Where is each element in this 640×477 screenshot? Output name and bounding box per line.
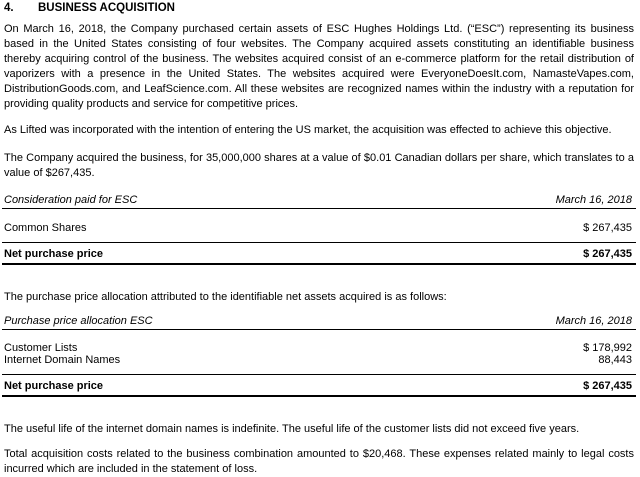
consideration-row-common-shares [4, 221, 634, 236]
consideration-total-value: $ 267,435 [583, 248, 632, 260]
consideration-row-value: $ 267,435 [583, 222, 632, 234]
consideration-table-header [4, 193, 634, 208]
allocation-total-label: Net purchase price [4, 380, 104, 392]
allocation-total-value: $ 267,435 [583, 380, 632, 392]
paragraph-allocation-intro: The purchase price allocation attributed to the identifiable net assets acquired is as follows: [4, 291, 447, 303]
allocation-row-label: Customer Lists [4, 342, 78, 354]
consideration-row-label: Common Shares [4, 222, 87, 234]
allocation-row-value: $ 178,992 [583, 342, 632, 354]
paragraph-acquisition-details: On March 16, 2018, the Company purchased certain assets of ESC Hughes Holdings Ltd. (“ESC”) representing its business based in the United States consisting of four websites. The Company acquired assets constituting an identifiable business thereby acquiring control of the business. The websites acquired consist of an e-commerce platform for the retail distribution of vaporizers with a presence in the United States. The websites acquired were EveryoneDoesIt.com, NamasteVapes.com, DistributionGoods.com, and LeafScience.com. All these websites are recognized names within the industry with a reputation for providing quality products and service for competitive prices. [4, 23, 634, 110]
consideration-header-label: Consideration paid for ESC [4, 194, 138, 206]
section-number: 4. [4, 2, 14, 14]
paragraph-useful-life: The useful life of the internet domain names is indefinite. The useful life of the customer lists did not exceed five years. [4, 423, 580, 435]
consideration-header-date: March 16, 2018 [555, 194, 632, 206]
allocation-table-header [4, 314, 634, 329]
paragraph-acquisition-costs: Total acquisition costs related to the business combination amounted to $20,468. These expenses related mainly to legal costs incurred which are included in the statement of loss. [4, 448, 634, 475]
allocation-row-value: 88,443 [598, 354, 632, 366]
consideration-total-rule [2, 263, 636, 265]
allocation-row-label: Internet Domain Names [4, 354, 121, 366]
allocation-header-label: Purchase price allocation ESC [4, 315, 153, 327]
allocation-total-rule [2, 395, 636, 397]
consideration-total-label: Net purchase price [4, 248, 104, 260]
consideration-header-rule [2, 208, 636, 209]
allocation-subtotal-rule [2, 374, 636, 375]
allocation-header-rule [2, 329, 636, 330]
paragraph-acquisition-consideration: The Company acquired the business, for 35,000,000 shares at a value of $0.01 Canadian dollars per share, which translates to a value of $267,435. [4, 152, 634, 179]
consideration-subtotal-rule [2, 242, 636, 243]
allocation-total-row [4, 379, 634, 394]
section-title: BUSINESS ACQUISITION [38, 2, 175, 14]
allocation-header-date: March 16, 2018 [555, 315, 632, 327]
allocation-row-domain-names [4, 353, 634, 368]
consideration-total-row [4, 247, 634, 262]
section-heading [4, 1, 175, 16]
paragraph-acquisition-purpose: As Lifted was incorporated with the intention of entering the US market, the acquisition was effected to achieve this objective. [4, 124, 612, 136]
